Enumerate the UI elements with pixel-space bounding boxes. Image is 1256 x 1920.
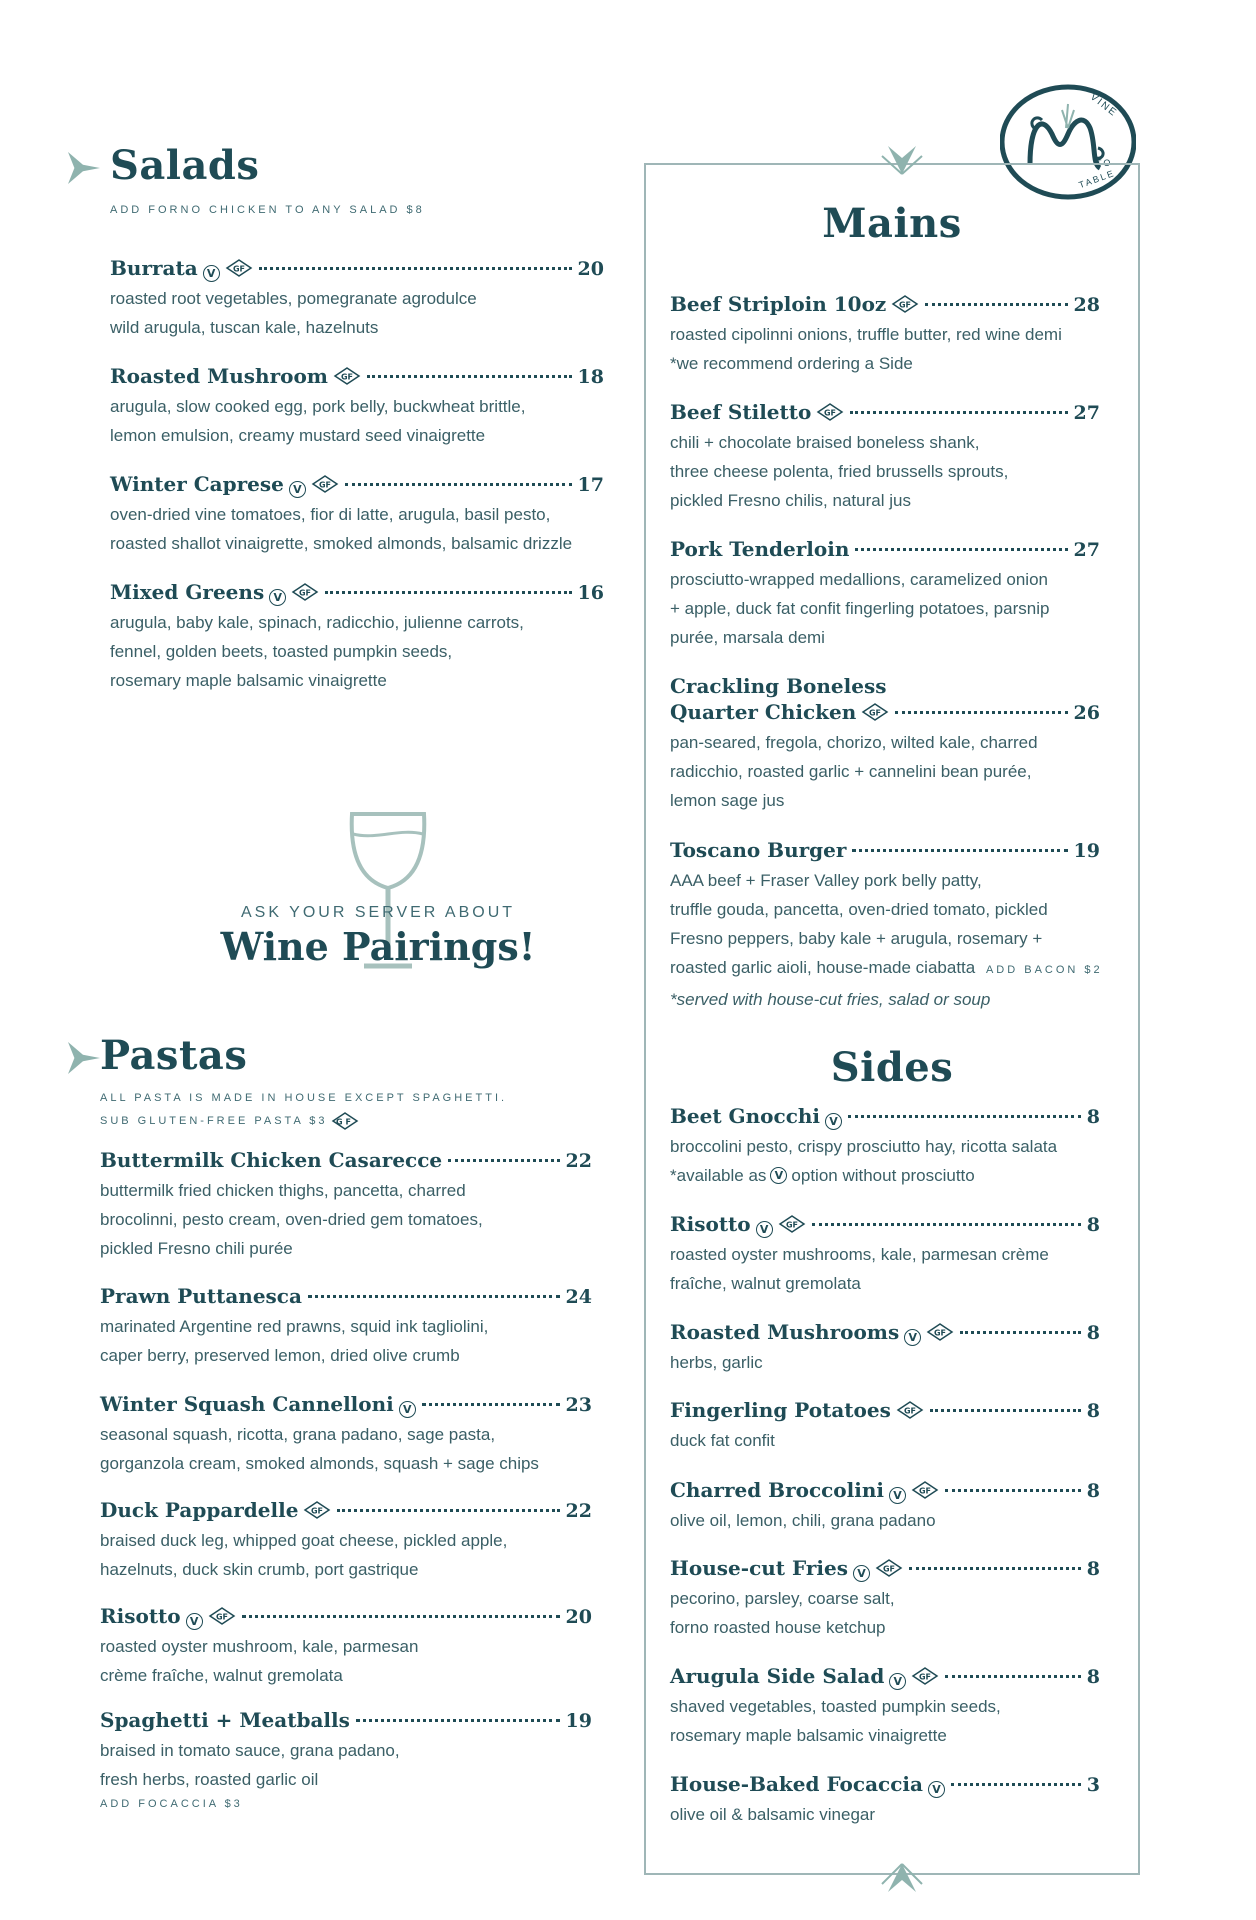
vegetarian-icon: V: [756, 1221, 773, 1238]
item-price: 8: [1086, 1214, 1100, 1236]
item-price: 8: [1086, 1480, 1100, 1502]
menu-item: [110, 256, 604, 342]
item-name: Buttermilk Chicken Casarecce: [100, 1148, 443, 1172]
menu-item: [670, 1320, 1100, 1377]
item-description: arugula, baby kale, spinach, radicchio, julienne carrots, fennel, golden beets, toasted pumpkin seeds, rosemary maple balsamic vinaigrette: [110, 613, 524, 690]
gluten-free-icon: [225, 259, 253, 277]
item-description: braised in tomato sauce, grana padano, fresh herbs, roasted garlic oil: [100, 1741, 400, 1789]
vegetarian-icon: V: [904, 1329, 921, 1346]
item-description: roasted cipolinni onions, truffle butter, red wine demi *we recommend ordering a Side: [670, 325, 1062, 373]
gluten-free-icon: [311, 475, 339, 493]
vegetarian-icon: V: [289, 481, 306, 498]
item-description: prosciutto-wrapped medallions, caramelized onion + apple, duck fat confit fingerling potatoes, parsnip purée, marsala demi: [670, 570, 1050, 647]
item-price: 20: [565, 1606, 592, 1628]
logo-text-top: VINE: [1087, 91, 1120, 120]
item-name: Duck Pappardelle: [100, 1498, 299, 1522]
item-description: braised duck leg, whipped goat cheese, pickled apple, hazelnuts, duck skin crumb, port gastrique: [100, 1531, 508, 1579]
vegetarian-icon: V: [269, 589, 286, 606]
item-description: shaved vegetables, toasted pumpkin seeds, rosemary maple balsamic vinaigrette: [670, 1697, 1001, 1745]
gluten-free-icon: [291, 583, 319, 601]
item-description: pecorino, parsley, coarse salt, forno roasted house ketchup: [670, 1589, 895, 1637]
item-description: arugula, slow cooked egg, pork belly, buckwheat brittle, lemon emulsion, creamy mustard seed vinaigrette: [110, 397, 526, 445]
item-name: Prawn Puttanesca: [100, 1284, 302, 1308]
addon-note: ADD BACON $2: [985, 964, 1103, 976]
item-price: 20: [577, 258, 604, 280]
menu-item: [100, 1392, 592, 1478]
menu-item: [110, 364, 604, 450]
addon-note: ADD FOCACCIA $3: [100, 1798, 243, 1810]
menu-item: [670, 1478, 1100, 1535]
item-name: Fingerling Potatoes: [670, 1398, 891, 1422]
item-price: 19: [565, 1710, 592, 1732]
menu-item: [100, 1498, 592, 1584]
vegetarian-icon: V: [186, 1613, 203, 1630]
item-name: Risotto: [100, 1604, 181, 1628]
vegetarian-icon: V: [203, 265, 220, 282]
item-name: Spaghetti + Meatballs: [100, 1708, 350, 1732]
wine-pairings-title: Wine Pairings!: [220, 924, 536, 969]
item-price: 19: [1073, 840, 1100, 862]
item-name: Charred Broccolini: [670, 1478, 884, 1502]
item-price: 27: [1073, 539, 1100, 561]
item-description: olive oil, lemon, chili, grana padano: [670, 1511, 936, 1530]
menu-item: [670, 292, 1100, 378]
gluten-free-icon: [778, 1215, 806, 1233]
item-price: 8: [1086, 1400, 1100, 1422]
item-price: 8: [1086, 1666, 1100, 1688]
item-price: 26: [1073, 702, 1100, 724]
item-price: 17: [577, 474, 604, 496]
item-description: herbs, garlic: [670, 1353, 763, 1372]
menu-item: [670, 1398, 1100, 1455]
item-name: Mixed Greens: [110, 580, 265, 604]
item-price: 8: [1086, 1558, 1100, 1580]
menu-item: [670, 1104, 1100, 1190]
footnote: *served with house-cut fries, salad or soup: [670, 990, 991, 1009]
item-description: AAA beef + Fraser Valley pork belly patty, truffle gouda, pancetta, oven-dried tomato, pickled Fresno peppers, baby kale + arugula, rosemary + roasted garlic aioli, house-made ciabatta ADD BACON $2 *served with house-cut fries, salad or soup: [670, 866, 1100, 1014]
frame-bottom-ornament: [880, 1862, 924, 1892]
gluten-free-icon: [861, 703, 889, 721]
gluten-free-icon: [926, 1323, 954, 1341]
item-price: 8: [1086, 1106, 1100, 1128]
item-description: duck fat confit: [670, 1431, 775, 1450]
menu-item: [670, 1664, 1100, 1750]
item-name: Beef Striploin 10oz: [670, 292, 887, 316]
mains-title: Mains: [822, 200, 962, 247]
salads-leaf-icon: [68, 152, 100, 184]
pastas-title: Pastas: [100, 1032, 248, 1079]
gluten-free-icon: [875, 1559, 903, 1577]
item-description: roasted oyster mushrooms, kale, parmesan crème fraîche, walnut gremolata: [670, 1245, 1049, 1293]
item-price: 18: [577, 366, 604, 388]
gluten-free-icon: [303, 1501, 331, 1519]
vegetarian-icon: V: [825, 1113, 842, 1130]
item-description: roasted oyster mushroom, kale, parmesan crème fraîche, walnut gremolata: [100, 1637, 419, 1685]
item-name: Arugula Side Salad: [670, 1664, 885, 1688]
item-name: Quarter Chicken: [670, 700, 857, 724]
item-price: 24: [565, 1286, 592, 1308]
item-price: 3: [1086, 1774, 1100, 1796]
item-description: pan-seared, fregola, chorizo, wilted kale, charred radicchio, roasted garlic + cannelini bean purée, lemon sage jus: [670, 733, 1038, 810]
item-price: 16: [577, 582, 604, 604]
item-description: buttermilk fried chicken thighs, pancetta, charred brocolinni, pesto cream, oven-dried gem tomatoes, pickled Fresno chili purée: [100, 1181, 483, 1258]
pastas-note-gf: SUB GLUTEN-FREE PASTA $3: [100, 1112, 359, 1130]
vegetarian-icon: V: [889, 1487, 906, 1504]
salads-note: ADD FORNO CHICKEN TO ANY SALAD $8: [110, 204, 425, 216]
item-price: 27: [1073, 402, 1100, 424]
item-name: Winter Squash Cannelloni: [100, 1392, 394, 1416]
menu-item: [670, 1772, 1100, 1829]
item-name: Roasted Mushrooms: [670, 1320, 900, 1344]
logo-text-middle: TO: [1096, 158, 1113, 168]
vegetarian-icon: V: [928, 1781, 945, 1798]
item-name: Winter Caprese: [110, 472, 284, 496]
pastas-note: ALL PASTA IS MADE IN HOUSE EXCEPT SPAGHETTI.: [100, 1092, 508, 1104]
item-price: 23: [565, 1394, 592, 1416]
item-name: Pork Tenderloin: [670, 537, 850, 561]
pastas-leaf-icon: [68, 1042, 100, 1074]
menu-item: [100, 1148, 592, 1263]
item-name: Burrata: [110, 256, 198, 280]
frame-top-ornament: [880, 146, 924, 176]
menu-item: [100, 1708, 592, 1810]
vegetarian-icon: V: [399, 1401, 416, 1418]
vegetarian-icon: V: [770, 1167, 787, 1184]
item-description: olive oil & balsamic vinegar: [670, 1805, 876, 1824]
gluten-free-icon: [331, 1112, 359, 1130]
menu-item: [110, 472, 604, 558]
menu-item: [670, 537, 1100, 652]
item-price: 22: [565, 1500, 592, 1522]
item-price: 8: [1086, 1322, 1100, 1344]
gluten-free-icon: [208, 1607, 236, 1625]
gluten-free-icon: [816, 403, 844, 421]
gluten-free-icon: [911, 1667, 939, 1685]
item-name: Beef Stiletto: [670, 400, 812, 424]
item-name: Roasted Mushroom: [110, 364, 328, 388]
menu-item: [670, 1212, 1100, 1298]
menu-item: [670, 1556, 1100, 1642]
item-name-line1: Crackling Boneless: [670, 674, 887, 698]
menu-item: [100, 1284, 592, 1370]
item-description: broccolini pesto, crispy prosciutto hay, ricotta salata *available as V option without prosciutto: [670, 1137, 1058, 1185]
gluten-free-icon: [891, 295, 919, 313]
item-description: seasonal squash, ricotta, grana padano, sage pasta, gorganzola cream, smoked almonds, squash + sage chips: [100, 1425, 539, 1473]
item-description: roasted root vegetables, pomegranate agrodulce wild arugula, tuscan kale, hazelnuts: [110, 289, 477, 337]
item-name: House-cut Fries: [670, 1556, 848, 1580]
menu-item: [670, 838, 1103, 1014]
item-name: Beet Gnocchi: [670, 1104, 821, 1128]
menu-item: [670, 674, 1100, 815]
item-description: chili + chocolate braised boneless shank, three cheese polenta, fried brussells sprouts, pickled Fresno chilis, natural jus: [670, 433, 1009, 510]
logo-text-bottom: TABLE: [1077, 167, 1117, 191]
item-name: House-Baked Focaccia: [670, 1772, 923, 1796]
item-name: Risotto: [670, 1212, 751, 1236]
gluten-free-icon: [911, 1481, 939, 1499]
menu-item: [670, 400, 1100, 515]
item-name: Toscano Burger: [670, 838, 847, 862]
item-price: 22: [565, 1150, 592, 1172]
menu-item: [110, 580, 604, 695]
vegetarian-icon: V: [889, 1673, 906, 1690]
item-description: marinated Argentine red prawns, squid ink tagliolini, caper berry, preserved lemon, dried olive crumb: [100, 1317, 489, 1365]
gluten-free-icon: [896, 1401, 924, 1419]
menu-item: [100, 1604, 592, 1690]
gluten-free-icon: [333, 367, 361, 385]
sides-title: Sides: [830, 1044, 954, 1091]
salads-title: Salads: [110, 142, 260, 189]
item-price: 28: [1073, 294, 1100, 316]
wine-ask-text: ASK YOUR SERVER ABOUT: [240, 904, 516, 921]
item-description: oven-dried vine tomatoes, fior di latte, arugula, basil pesto, roasted shallot vinaigrette, smoked almonds, balsamic drizzle: [110, 505, 573, 553]
vegetarian-icon: V: [853, 1565, 870, 1582]
